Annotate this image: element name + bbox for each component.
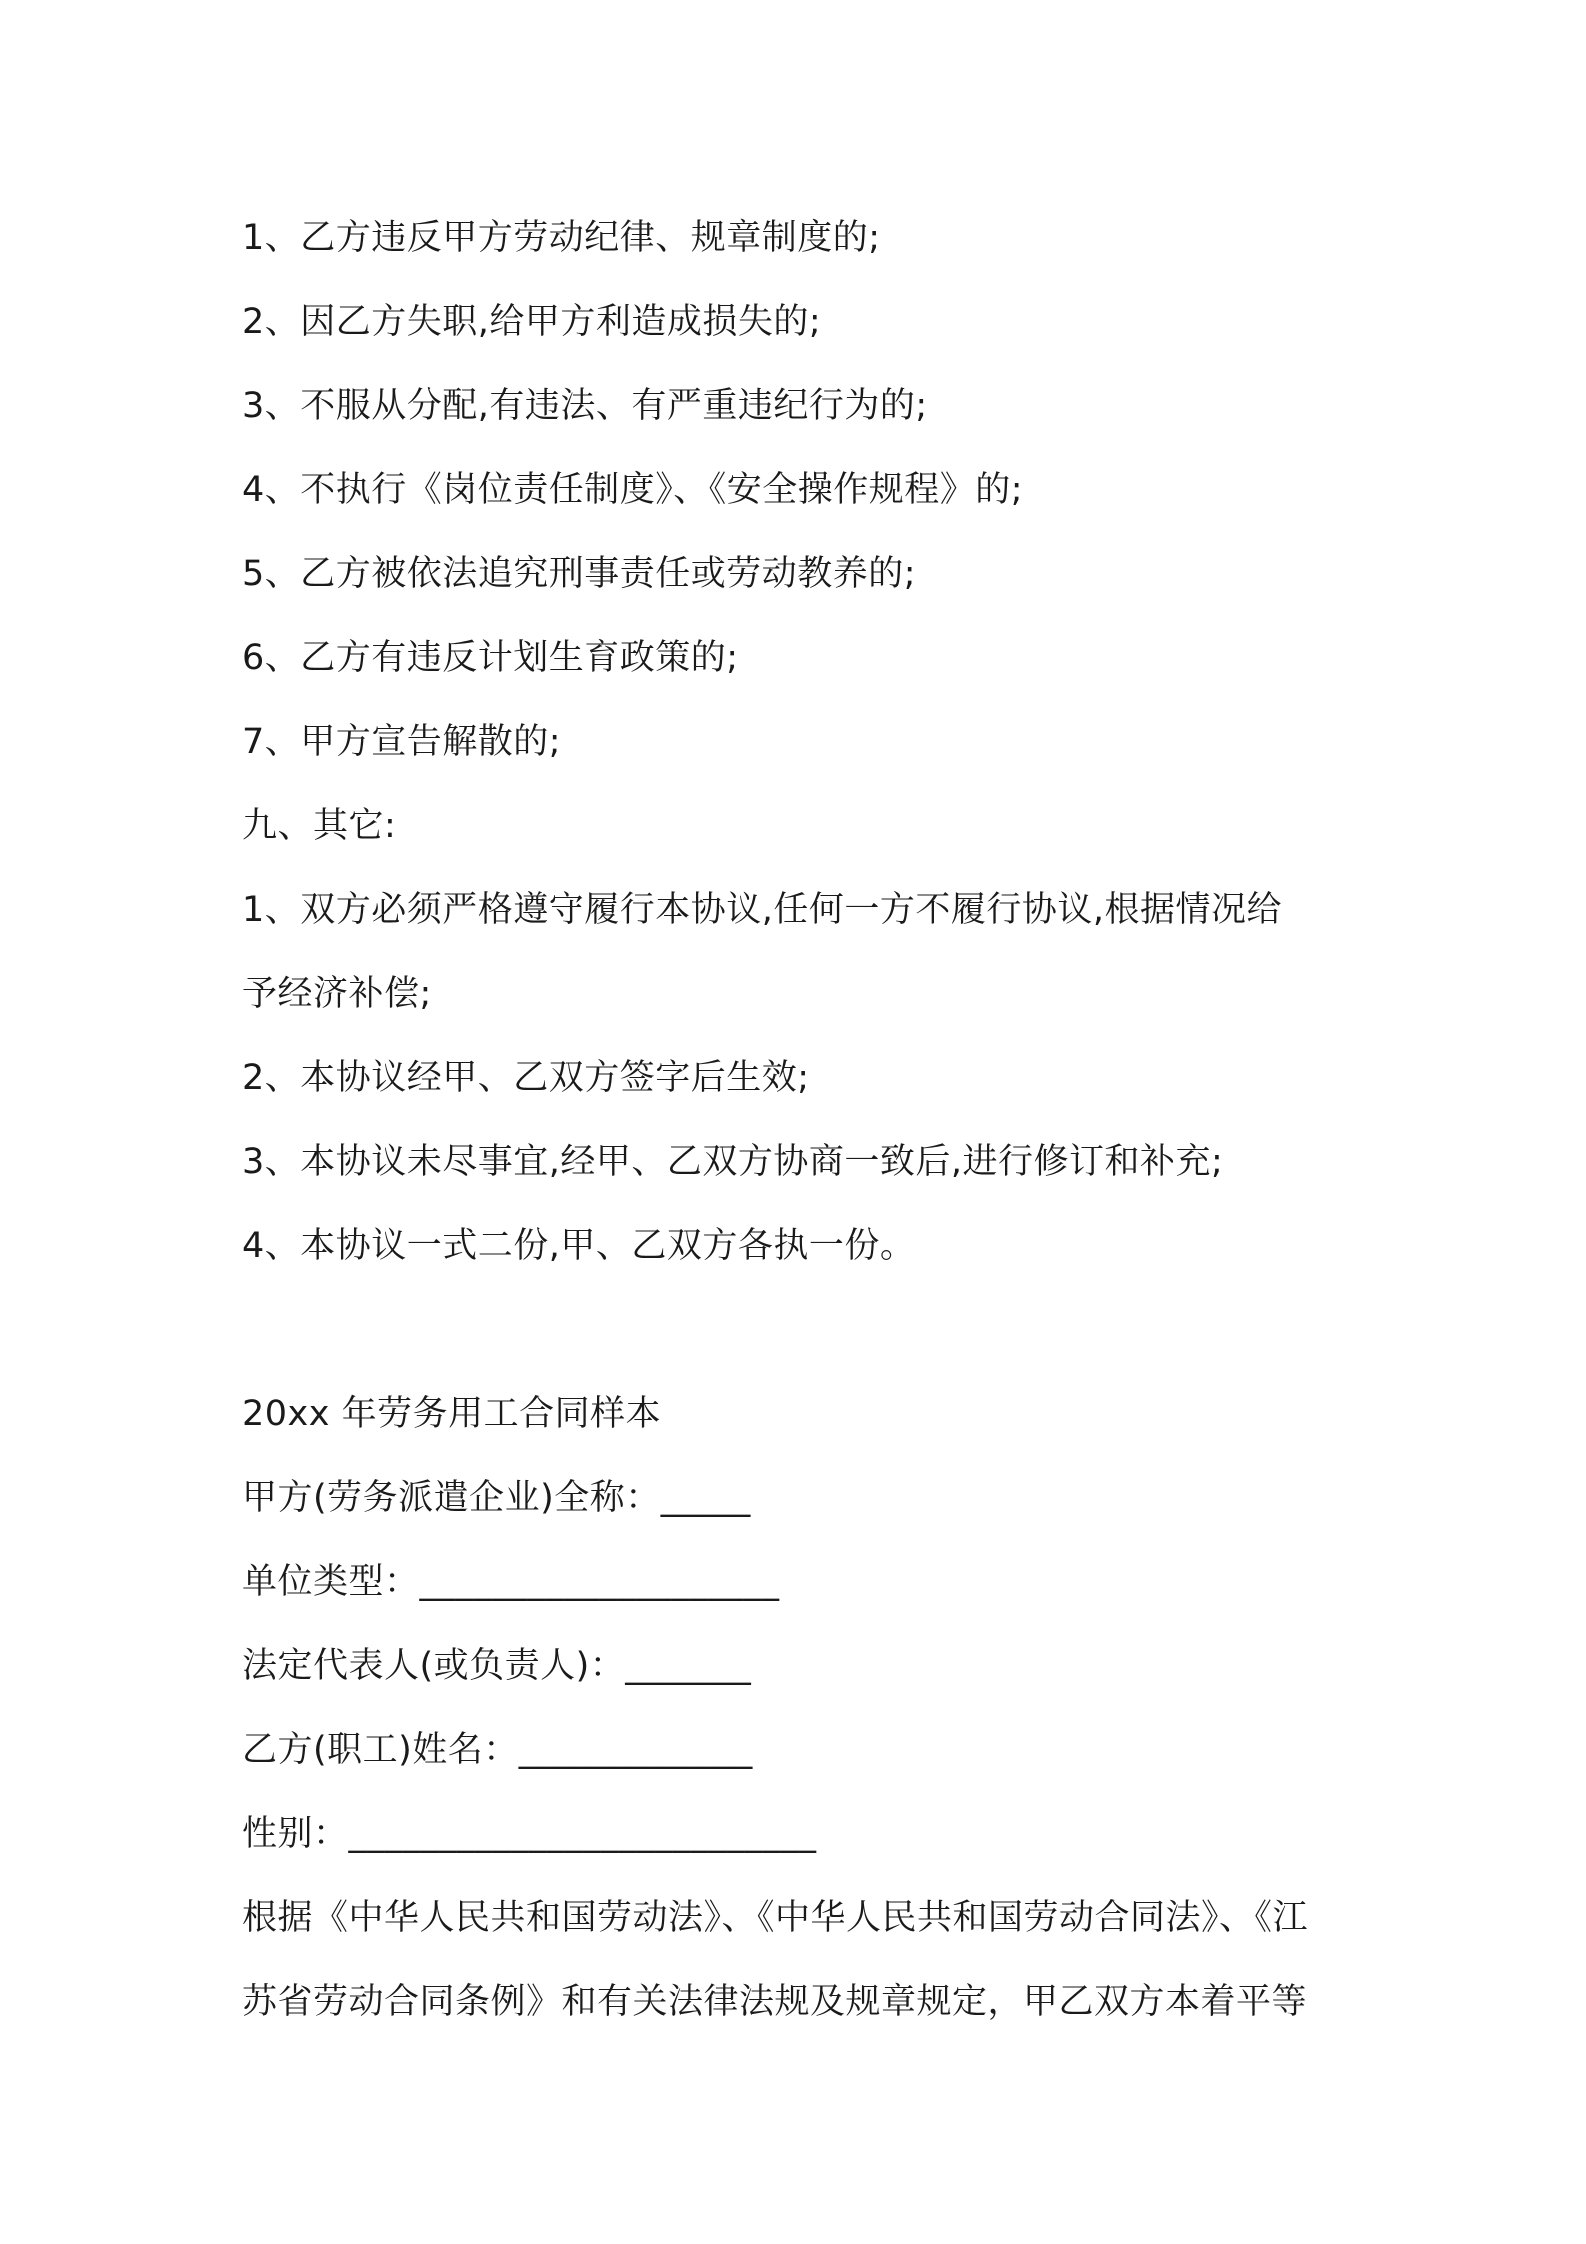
legal-basis-line-2: 苏省劳动合同条例》和有关法律法规及规章规定，甲乙双方本着平等 [242,1982,1308,2022]
party-a-field: 甲方(劳务派遣企业)全称：_____ [242,1478,751,1518]
legal-rep-field: 法定代表人(或负责人)：_______ [242,1646,752,1686]
unit-type-field: 单位类型：____________________ [242,1562,780,1602]
other-item-1-line-1: 1、双方必须严格遵守履行本协议,任何一方不履行协议,根据情况给 [242,890,1283,930]
party-b-name-field: 乙方(职工)姓名：_____________ [242,1730,753,1770]
clause-item-3: 3、不服从分配,有违法、有严重违纪行为的; [242,386,928,426]
other-item-3: 3、本协议未尽事宜,经甲、乙双方协商一致后,进行修订和补充; [242,1142,1224,1182]
document-body [242,196,1362,2044]
other-item-1-line-2: 予经济补偿; [242,974,432,1014]
clause-item-2: 2、因乙方失职,给甲方利造成损失的; [242,302,822,342]
legal-basis-line-1: 根据《中华人民共和国劳动法》、《中华人民共和国劳动合同法》、《江 [242,1898,1309,1938]
section-nine-heading: 九、其它: [242,806,397,846]
other-item-4: 4、本协议一式二份,甲、乙双方各执一份。 [242,1226,916,1266]
clause-item-4: 4、不执行《岗位责任制度》、《安全操作规程》的; [242,470,1024,510]
clause-item-1: 1、乙方违反甲方劳动纪律、规章制度的; [242,218,881,258]
clause-item-7: 7、甲方宣告解散的; [242,722,562,762]
gender-field: 性别：__________________________ [242,1814,817,1854]
clause-item-6: 6、乙方有违反计划生育政策的; [242,638,739,678]
clause-item-5: 5、乙方被依法追究刑事责任或劳动教养的; [242,554,917,594]
section-spacer [242,1288,1362,1372]
contract-title: 20xx 年劳务用工合同样本 [242,1394,662,1434]
other-item-2: 2、本协议经甲、乙双方签字后生效; [242,1058,810,1098]
